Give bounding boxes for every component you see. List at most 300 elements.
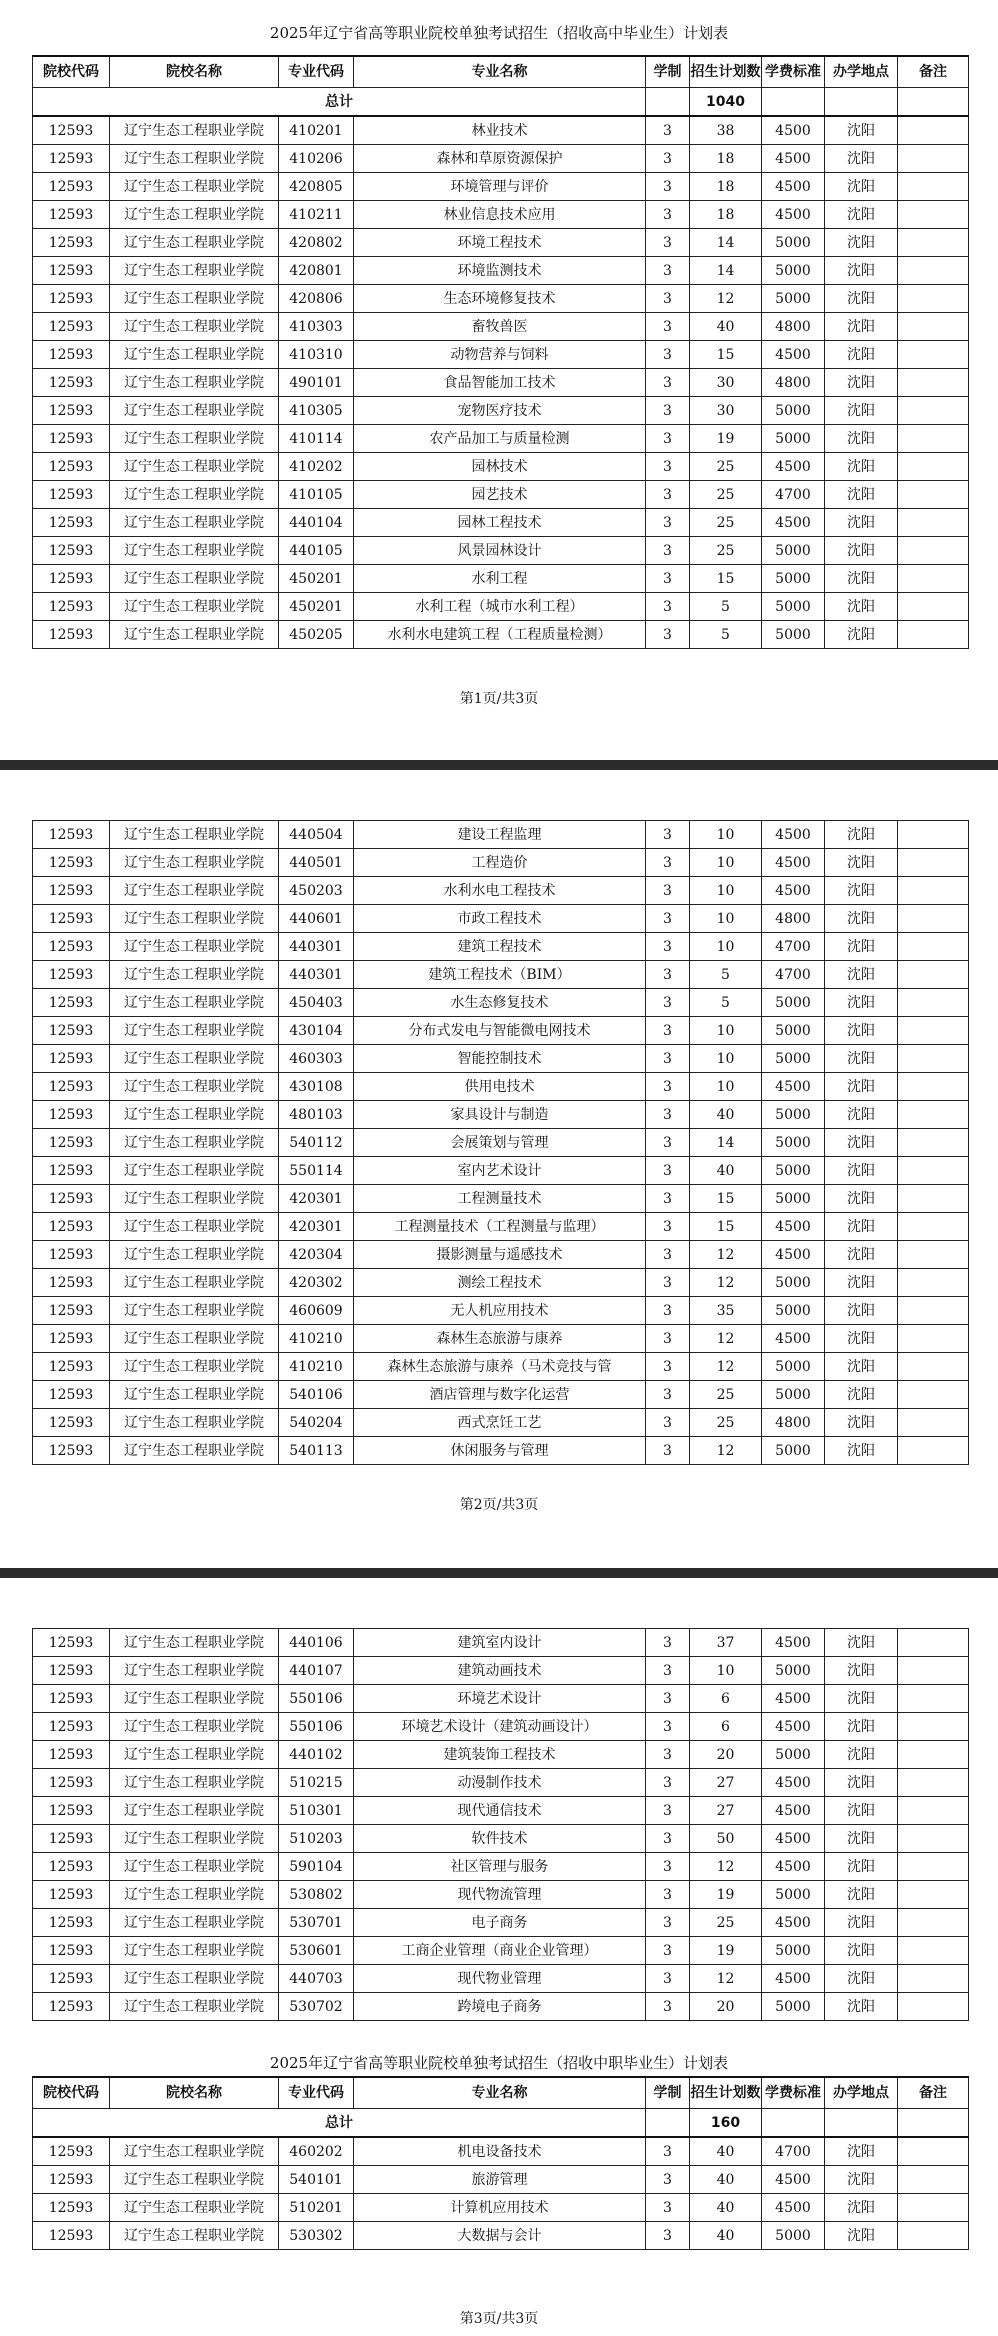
plan-count-cell: 15 <box>690 1213 762 1241</box>
location-cell: 沈阳 <box>825 2166 898 2194</box>
remarks-cell <box>898 1853 969 1881</box>
major-code-cell: 420802 <box>279 229 354 257</box>
plan-count-cell: 18 <box>690 173 762 201</box>
location-cell: 沈阳 <box>825 2222 898 2250</box>
plan-count-cell: 19 <box>690 1937 762 1965</box>
study-years-cell: 3 <box>646 341 690 369</box>
school-name-cell: 辽宁生态工程职业学院 <box>110 145 279 173</box>
remarks-cell <box>898 1797 969 1825</box>
location-cell: 沈阳 <box>825 1965 898 1993</box>
school-code-cell: 12593 <box>33 2166 110 2194</box>
tuition-cell: 5000 <box>762 1657 825 1685</box>
plan-count-cell: 5 <box>690 593 762 621</box>
tuition-cell: 5000 <box>762 1129 825 1157</box>
school-code-cell: 12593 <box>33 1741 110 1769</box>
study-years-cell: 3 <box>646 116 690 145</box>
location-cell: 沈阳 <box>825 116 898 145</box>
col-header: 学制 <box>646 56 690 88</box>
school-name-cell: 辽宁生态工程职业学院 <box>110 989 279 1017</box>
table-row <box>33 116 969 145</box>
location-cell: 沈阳 <box>825 1157 898 1185</box>
school-name-cell: 辽宁生态工程职业学院 <box>110 849 279 877</box>
location-cell: 沈阳 <box>825 849 898 877</box>
plan-count-cell: 5 <box>690 621 762 649</box>
table-row <box>33 1437 969 1465</box>
table-row <box>33 1409 969 1437</box>
page-separator <box>0 760 998 770</box>
school-code-cell: 12593 <box>33 593 110 621</box>
school-code-cell: 12593 <box>33 933 110 961</box>
study-years-cell: 3 <box>646 1909 690 1937</box>
plan-count-cell: 10 <box>690 1045 762 1073</box>
school-name-cell: 辽宁生态工程职业学院 <box>110 1993 279 2021</box>
major-name-cell: 现代通信技术 <box>354 1797 646 1825</box>
major-name-cell: 园林工程技术 <box>354 509 646 537</box>
location-cell: 沈阳 <box>825 989 898 1017</box>
major-code-cell: 540112 <box>279 1129 354 1157</box>
tuition-cell: 5000 <box>762 425 825 453</box>
plan-count-cell: 10 <box>690 933 762 961</box>
location-cell: 沈阳 <box>825 1073 898 1101</box>
remarks-cell <box>898 425 969 453</box>
location-cell: 沈阳 <box>825 1381 898 1409</box>
remarks-cell <box>898 201 969 229</box>
school-name-cell: 辽宁生态工程职业学院 <box>110 1269 279 1297</box>
school-code-cell: 12593 <box>33 509 110 537</box>
table-row <box>33 1881 969 1909</box>
major-name-cell: 环境艺术设计 <box>354 1685 646 1713</box>
total-label: 总计 <box>33 88 646 117</box>
plan-count-cell: 18 <box>690 201 762 229</box>
table-row <box>33 849 969 877</box>
remarks-cell <box>898 1629 969 1657</box>
location-cell: 沈阳 <box>825 1825 898 1853</box>
remarks-cell <box>898 1825 969 1853</box>
major-code-cell: 510203 <box>279 1825 354 1853</box>
major-code-cell: 420301 <box>279 1185 354 1213</box>
school-code-cell: 12593 <box>33 1853 110 1881</box>
remarks-cell <box>898 1157 969 1185</box>
location-cell: 沈阳 <box>825 1353 898 1381</box>
tuition-cell: 4800 <box>762 905 825 933</box>
major-code-cell: 420801 <box>279 257 354 285</box>
school-code-cell: 12593 <box>33 905 110 933</box>
school-name-cell: 辽宁生态工程职业学院 <box>110 905 279 933</box>
remarks-cell <box>898 905 969 933</box>
remarks-cell <box>898 1101 969 1129</box>
major-code-cell: 530702 <box>279 1993 354 2021</box>
plan-count-cell: 38 <box>690 116 762 145</box>
plan-count-cell: 40 <box>690 2166 762 2194</box>
major-name-cell: 建设工程监理 <box>354 821 646 849</box>
remarks-cell <box>898 849 969 877</box>
major-name-cell: 室内艺术设计 <box>354 1157 646 1185</box>
school-name-cell: 辽宁生态工程职业学院 <box>110 1213 279 1241</box>
location-cell: 沈阳 <box>825 1657 898 1685</box>
tuition-cell: 5000 <box>762 1741 825 1769</box>
location-cell: 沈阳 <box>825 1185 898 1213</box>
major-code-cell: 510201 <box>279 2194 354 2222</box>
tuition-cell: 4500 <box>762 1325 825 1353</box>
location-cell: 沈阳 <box>825 1937 898 1965</box>
school-code-cell: 12593 <box>33 821 110 849</box>
table-row <box>33 1241 969 1269</box>
plan-count-cell: 10 <box>690 821 762 849</box>
major-name-cell: 畜牧兽医 <box>354 313 646 341</box>
plan-count-cell: 10 <box>690 849 762 877</box>
location-cell: 沈阳 <box>825 1769 898 1797</box>
study-years-cell: 3 <box>646 425 690 453</box>
remarks-cell <box>898 1713 969 1741</box>
study-years-cell: 3 <box>646 877 690 905</box>
remarks-cell <box>898 1657 969 1685</box>
study-years-cell: 3 <box>646 1297 690 1325</box>
plan-title-vocational: 2025年辽宁省高等职业院校单独考试招生（招收中职毕业生）计划表 <box>269 2054 729 2072</box>
major-name-cell: 林业信息技术应用 <box>354 201 646 229</box>
major-name-cell: 动物营养与饲料 <box>354 341 646 369</box>
remarks-cell <box>898 1437 969 1465</box>
table-body <box>33 88 969 649</box>
tuition-cell: 4500 <box>762 1213 825 1241</box>
remarks-cell <box>898 1129 969 1157</box>
table-row <box>33 989 969 1017</box>
study-years-cell: 3 <box>646 313 690 341</box>
location-cell: 沈阳 <box>825 425 898 453</box>
location-cell: 沈阳 <box>825 1297 898 1325</box>
table-row <box>33 173 969 201</box>
tuition-cell: 5000 <box>762 1269 825 1297</box>
major-name-cell: 工程测量技术（工程测量与监理） <box>354 1213 646 1241</box>
major-code-cell: 510215 <box>279 1769 354 1797</box>
tuition-cell: 4500 <box>762 509 825 537</box>
major-name-cell: 电子商务 <box>354 1909 646 1937</box>
major-name-cell: 软件技术 <box>354 1825 646 1853</box>
major-name-cell: 机电设备技术 <box>354 2137 646 2166</box>
plan-count-cell: 20 <box>690 1741 762 1769</box>
table-row <box>33 1213 969 1241</box>
major-code-cell: 440501 <box>279 849 354 877</box>
school-code-cell: 12593 <box>33 1353 110 1381</box>
major-code-cell: 440104 <box>279 509 354 537</box>
table-row <box>33 905 969 933</box>
remarks-cell <box>898 1213 969 1241</box>
location-cell: 沈阳 <box>825 397 898 425</box>
school-name-cell: 辽宁生态工程职业学院 <box>110 369 279 397</box>
plan-count-cell: 14 <box>690 257 762 285</box>
tuition-cell: 5000 <box>762 593 825 621</box>
table-row <box>33 1937 969 1965</box>
page-footer: 第1页/共3页 <box>459 691 539 707</box>
col-header: 院校名称 <box>110 2077 279 2109</box>
plan-count-cell: 50 <box>690 1825 762 1853</box>
tuition-cell: 5000 <box>762 1045 825 1073</box>
study-years-cell: 3 <box>646 1185 690 1213</box>
remarks-cell <box>898 1017 969 1045</box>
location-cell: 沈阳 <box>825 1213 898 1241</box>
major-name-cell: 现代物流管理 <box>354 1881 646 1909</box>
location-cell: 沈阳 <box>825 1741 898 1769</box>
study-years-cell: 3 <box>646 1853 690 1881</box>
major-name-cell: 测绘工程技术 <box>354 1269 646 1297</box>
plan-count-cell: 15 <box>690 341 762 369</box>
school-code-cell: 12593 <box>33 1713 110 1741</box>
study-years-cell: 3 <box>646 1713 690 1741</box>
plan-count-cell: 25 <box>690 1381 762 1409</box>
tuition-cell: 4500 <box>762 145 825 173</box>
major-code-cell: 480103 <box>279 1101 354 1129</box>
plan-count-cell: 5 <box>690 961 762 989</box>
school-code-cell: 12593 <box>33 173 110 201</box>
remarks-cell <box>898 961 969 989</box>
plan-count-cell: 19 <box>690 425 762 453</box>
col-header: 学费标准 <box>762 2077 825 2109</box>
major-code-cell: 450203 <box>279 877 354 905</box>
school-code-cell: 12593 <box>33 313 110 341</box>
major-name-cell: 动漫制作技术 <box>354 1769 646 1797</box>
remarks-cell <box>898 1297 969 1325</box>
tuition-cell: 4500 <box>762 1853 825 1881</box>
plan-count-cell: 37 <box>690 1629 762 1657</box>
remarks-cell <box>898 1741 969 1769</box>
table-row <box>33 1325 969 1353</box>
table-row <box>33 369 969 397</box>
major-code-cell: 450201 <box>279 565 354 593</box>
location-cell: 沈阳 <box>825 1797 898 1825</box>
major-code-cell: 440301 <box>279 933 354 961</box>
school-name-cell: 辽宁生态工程职业学院 <box>110 1657 279 1685</box>
school-name-cell: 辽宁生态工程职业学院 <box>110 2194 279 2222</box>
col-header: 院校代码 <box>33 56 110 88</box>
plan-title-high-school: 2025年辽宁省高等职业院校单独考试招生（招收高中毕业生）计划表 <box>269 24 729 42</box>
plan-count-cell: 25 <box>690 453 762 481</box>
study-years-cell: 3 <box>646 1409 690 1437</box>
remarks-cell <box>898 1909 969 1937</box>
school-name-cell: 辽宁生态工程职业学院 <box>110 397 279 425</box>
location-cell: 沈阳 <box>825 1269 898 1297</box>
major-code-cell: 540204 <box>279 1409 354 1437</box>
major-code-cell: 530601 <box>279 1937 354 1965</box>
table-row <box>33 257 969 285</box>
study-years-cell: 3 <box>646 1769 690 1797</box>
study-years-cell: 3 <box>646 1213 690 1241</box>
table-row <box>33 1045 969 1073</box>
table-header-row <box>33 56 969 88</box>
table-row <box>33 1685 969 1713</box>
major-name-cell: 工程测量技术 <box>354 1185 646 1213</box>
total-label: 总计 <box>33 2109 646 2138</box>
school-code-cell: 12593 <box>33 1045 110 1073</box>
school-name-cell: 辽宁生态工程职业学院 <box>110 1129 279 1157</box>
major-name-cell: 家具设计与制造 <box>354 1101 646 1129</box>
remarks-cell <box>898 1073 969 1101</box>
plan-table-vocational <box>32 2076 969 2250</box>
school-name-cell: 辽宁生态工程职业学院 <box>110 229 279 257</box>
location-cell: 沈阳 <box>825 453 898 481</box>
location-cell: 沈阳 <box>825 1629 898 1657</box>
remarks-cell <box>898 1769 969 1797</box>
study-years-cell: 3 <box>646 145 690 173</box>
study-years-cell: 3 <box>646 1101 690 1129</box>
school-code-cell: 12593 <box>33 1825 110 1853</box>
table-row <box>33 877 969 905</box>
major-name-cell: 智能控制技术 <box>354 1045 646 1073</box>
major-name-cell: 摄影测量与遥感技术 <box>354 1241 646 1269</box>
remarks-cell <box>898 537 969 565</box>
major-name-cell: 现代物业管理 <box>354 1965 646 1993</box>
plan-count-cell: 25 <box>690 1909 762 1937</box>
tuition-cell: 4500 <box>762 173 825 201</box>
school-name-cell: 辽宁生态工程职业学院 <box>110 1853 279 1881</box>
major-code-cell: 410211 <box>279 201 354 229</box>
study-years-cell: 3 <box>646 1437 690 1465</box>
location-cell: 沈阳 <box>825 593 898 621</box>
tuition-cell: 4500 <box>762 1629 825 1657</box>
school-name-cell: 辽宁生态工程职业学院 <box>110 1437 279 1465</box>
study-years-cell: 3 <box>646 1825 690 1853</box>
tuition-cell: 4500 <box>762 1241 825 1269</box>
study-years-cell: 3 <box>646 509 690 537</box>
remarks-cell <box>898 593 969 621</box>
table-row <box>33 285 969 313</box>
table-row <box>33 565 969 593</box>
major-name-cell: 环境监测技术 <box>354 257 646 285</box>
table-row <box>33 2166 969 2194</box>
school-code-cell: 12593 <box>33 2137 110 2166</box>
table-row <box>33 1381 969 1409</box>
remarks-cell <box>898 229 969 257</box>
plan-count-cell: 40 <box>690 2222 762 2250</box>
major-code-cell: 430108 <box>279 1073 354 1101</box>
tuition-cell: 5000 <box>762 1297 825 1325</box>
major-code-cell: 530701 <box>279 1909 354 1937</box>
school-code-cell: 12593 <box>33 145 110 173</box>
tuition-cell: 4500 <box>762 2194 825 2222</box>
plan-count-cell: 12 <box>690 1853 762 1881</box>
school-name-cell: 辽宁生态工程职业学院 <box>110 1101 279 1129</box>
study-years-cell: 3 <box>646 1157 690 1185</box>
remarks-cell <box>898 2137 969 2166</box>
remarks-cell <box>898 1993 969 2021</box>
school-name-cell: 辽宁生态工程职业学院 <box>110 1325 279 1353</box>
location-cell: 沈阳 <box>825 341 898 369</box>
tuition-cell: 4700 <box>762 481 825 509</box>
school-code-cell: 12593 <box>33 453 110 481</box>
table-row <box>33 1965 969 1993</box>
tuition-cell: 4500 <box>762 453 825 481</box>
location-cell: 沈阳 <box>825 1017 898 1045</box>
tuition-cell: 4500 <box>762 821 825 849</box>
location-cell: 沈阳 <box>825 621 898 649</box>
location-cell: 沈阳 <box>825 1713 898 1741</box>
school-code-cell: 12593 <box>33 1769 110 1797</box>
location-cell: 沈阳 <box>825 369 898 397</box>
location-cell: 沈阳 <box>825 537 898 565</box>
major-name-cell: 农产品加工与质量检测 <box>354 425 646 453</box>
tuition-cell: 4500 <box>762 341 825 369</box>
major-code-cell: 410202 <box>279 453 354 481</box>
tuition-cell: 5000 <box>762 1937 825 1965</box>
school-name-cell: 辽宁生态工程职业学院 <box>110 1409 279 1437</box>
tuition-cell: 4500 <box>762 877 825 905</box>
study-years-cell: 3 <box>646 2194 690 2222</box>
study-years-cell: 3 <box>646 1129 690 1157</box>
remarks-cell <box>898 1881 969 1909</box>
major-code-cell: 410201 <box>279 116 354 145</box>
tuition-cell: 4500 <box>762 1073 825 1101</box>
remarks-cell <box>898 877 969 905</box>
table-row <box>33 509 969 537</box>
plan-count-cell: 30 <box>690 369 762 397</box>
location-cell: 沈阳 <box>825 1993 898 2021</box>
study-years-cell: 3 <box>646 397 690 425</box>
school-code-cell: 12593 <box>33 1797 110 1825</box>
study-years-cell: 3 <box>646 565 690 593</box>
study-years-cell: 3 <box>646 1073 690 1101</box>
plan-count-cell: 14 <box>690 1129 762 1157</box>
tuition-cell: 4500 <box>762 1909 825 1937</box>
major-name-cell: 工程造价 <box>354 849 646 877</box>
study-years-cell: 3 <box>646 621 690 649</box>
school-name-cell: 辽宁生态工程职业学院 <box>110 593 279 621</box>
school-code-cell: 12593 <box>33 1157 110 1185</box>
major-name-cell: 建筑动画技术 <box>354 1657 646 1685</box>
col-header: 备注 <box>898 56 969 88</box>
major-code-cell: 410105 <box>279 481 354 509</box>
major-code-cell: 550106 <box>279 1685 354 1713</box>
study-years-cell: 3 <box>646 1965 690 1993</box>
major-name-cell: 建筑工程技术 <box>354 933 646 961</box>
remarks-cell <box>898 116 969 145</box>
study-years-cell: 3 <box>646 1325 690 1353</box>
tuition-cell: 5000 <box>762 1101 825 1129</box>
major-name-cell: 园林技术 <box>354 453 646 481</box>
major-name-cell: 供用电技术 <box>354 1073 646 1101</box>
col-header: 专业代码 <box>279 2077 354 2109</box>
table-row <box>33 961 969 989</box>
major-code-cell: 590104 <box>279 1853 354 1881</box>
plan-count-cell: 19 <box>690 1881 762 1909</box>
plan-count-cell: 40 <box>690 313 762 341</box>
remarks-cell <box>898 821 969 849</box>
remarks-cell <box>898 933 969 961</box>
study-years-cell: 3 <box>646 1353 690 1381</box>
major-name-cell: 园艺技术 <box>354 481 646 509</box>
location-cell: 沈阳 <box>825 1909 898 1937</box>
school-code-cell: 12593 <box>33 257 110 285</box>
study-years-cell: 3 <box>646 821 690 849</box>
tuition-cell: 5000 <box>762 1381 825 1409</box>
study-years-cell: 3 <box>646 1881 690 1909</box>
major-name-cell: 食品智能加工技术 <box>354 369 646 397</box>
table-row <box>33 425 969 453</box>
major-name-cell: 森林生态旅游与康养（马术竞技与管 <box>354 1353 646 1381</box>
major-name-cell: 水利工程 <box>354 565 646 593</box>
school-code-cell: 12593 <box>33 1185 110 1213</box>
school-name-cell: 辽宁生态工程职业学院 <box>110 1741 279 1769</box>
school-name-cell: 辽宁生态工程职业学院 <box>110 1297 279 1325</box>
school-name-cell: 辽宁生态工程职业学院 <box>110 877 279 905</box>
major-code-cell: 540101 <box>279 2166 354 2194</box>
plan-count-cell: 10 <box>690 905 762 933</box>
location-cell: 沈阳 <box>825 1685 898 1713</box>
remarks-cell <box>898 481 969 509</box>
plan-count-cell: 40 <box>690 2137 762 2166</box>
table-row <box>33 593 969 621</box>
major-name-cell: 森林生态旅游与康养 <box>354 1325 646 1353</box>
school-code-cell: 12593 <box>33 1437 110 1465</box>
remarks-cell <box>898 1937 969 1965</box>
remarks-cell <box>898 285 969 313</box>
